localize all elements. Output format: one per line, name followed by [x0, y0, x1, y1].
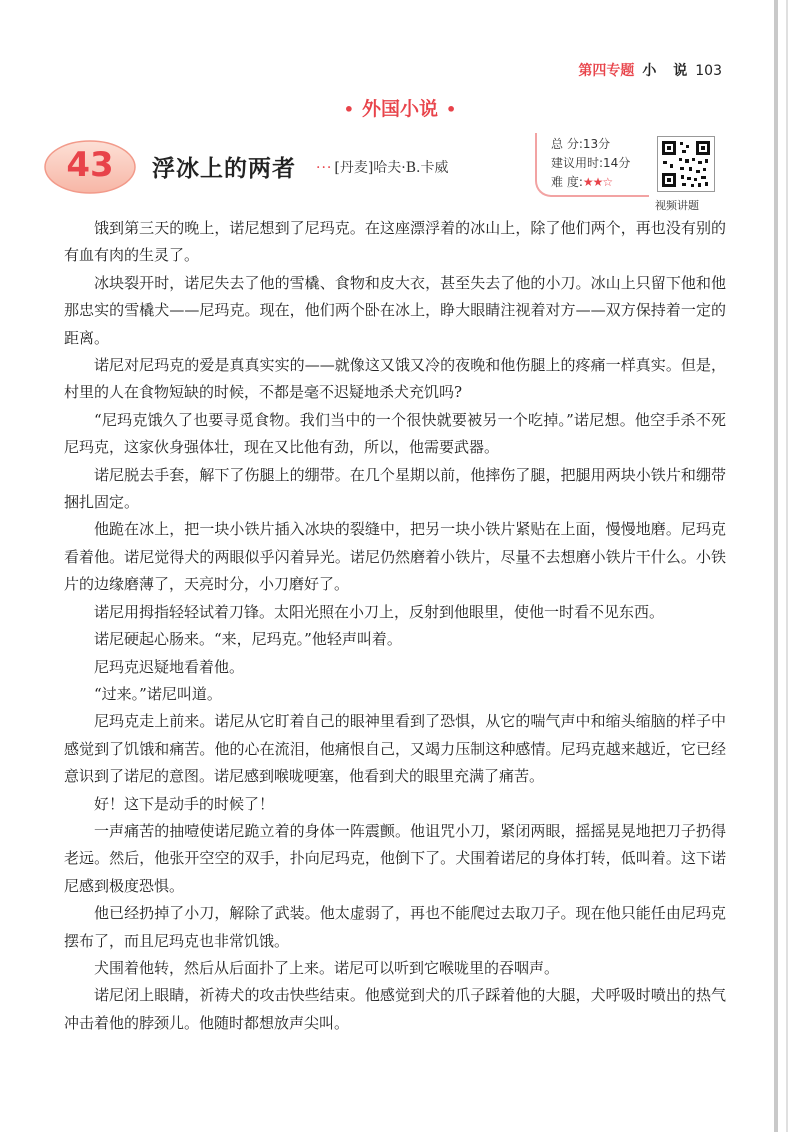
paragraph: 一声痛苦的抽噎使诺尼跪立着的身体一阵震颤。他诅咒小刀，紧闭两眼，摇摇晃晃地把刀子扔得老远。然后，他张开空空的双手，扑向尼玛克，他倒下了。犬围着诺尼的身体打转，低叫着。这下诺尼感到极度恐惧。 — [64, 821, 726, 895]
running-header — [578, 60, 722, 80]
byline — [316, 157, 448, 177]
header-section: 第四专题 — [578, 63, 635, 79]
paragraph: 饿到第三天的晚上，诺尼想到了尼玛克。在这座漂浮着的冰山上，除了他们两个，再也没有别的有血有肉的生灵了。 — [64, 219, 726, 265]
story-title: 浮冰上的两者 — [152, 156, 296, 182]
paragraph: 好！这下是动手的时候了！ — [94, 794, 275, 813]
author: [丹麦]哈夫·B.卡威 — [334, 160, 449, 176]
lesson-number-badge — [42, 138, 138, 196]
paragraph: 尼玛克迟疑地看着他。 — [94, 657, 245, 676]
paragraph: 他已经扔掉了小刀，解除了武装。他太虚弱了，再也不能爬过去取刀子。现在他只能任由尼玛克摆布了，而且尼玛克也非常饥饿。 — [64, 904, 726, 950]
bullet-icon: • — [446, 100, 457, 119]
section-title — [0, 94, 800, 121]
info-box — [535, 133, 649, 197]
header-genre: 小 说 — [642, 63, 694, 79]
qr-code-icon[interactable] — [657, 136, 715, 192]
difficulty — [551, 173, 612, 190]
paragraph: “尼玛克饿久了也要寻觅食物。我们当中的一个很快就要被另一个吃掉。”诺尼想。他空手杀不死尼玛克，这家伙身强体壮，现在又比他有劲，所以，他需要武器。 — [64, 410, 726, 457]
page-edge — [774, 0, 778, 1132]
total-score: 总 分:13分 — [551, 137, 611, 151]
paragraph: 诺尼硬起心肠来。“来，尼玛克。”他轻声叫着。 — [94, 630, 402, 649]
paragraph: 他跪在冰上，把一块小铁片插入冰块的裂缝中，把另一块小铁片紧贴在上面，慢慢地磨。尼玛克看着他。诺尼觉得犬的两眼似乎闪着异光。诺尼仍然磨着小铁片，尽量不去想磨小铁片干什么。小铁片的边缘磨薄了，天亮时分，小刀磨好了。 — [64, 520, 726, 594]
paragraph: 诺尼用拇指轻轻试着刀锋。太阳光照在小刀上，反射到他眼里，使他一时看不见东西。 — [94, 602, 665, 621]
suggested-time: 建议用时:14分 — [551, 156, 631, 170]
paragraph: 诺尼脱去手套，解下了伤腿上的绷带。在几个星期以前，他摔伤了腿，把腿用两块小铁片和绷带捆扎固定。 — [64, 465, 726, 512]
paragraph: “过来。”诺尼叫道。 — [94, 684, 222, 703]
byline-dots: ··· — [316, 160, 333, 176]
paragraph: 冰块裂开时，诺尼失去了他的雪橇、食物和皮大衣，甚至失去了他的小刀。冰山上只留下他和他那忠实的雪橇犬——尼玛克。现在，他们两个卧在冰上，睁大眼睛注视着对方——双方保持着一定的距离。 — [64, 273, 726, 347]
qr-caption: 视频讲题 — [655, 199, 699, 212]
difficulty-label: 难 度: — [551, 175, 583, 189]
difficulty-stars: ★★☆ — [582, 175, 613, 189]
story-body — [64, 215, 726, 1037]
lesson-number: 43 — [66, 145, 114, 185]
page-number: 103 — [695, 63, 722, 79]
paragraph: 尼玛克走上前来。诺尼从它盯着自己的眼神里看到了恐惧，从它的喘气声中和缩头缩脑的样子中感觉到了饥饿和痛苦。他的心在流泪，他痛恨自己，又竭力压制这种感情。尼玛克越来越近，它已经意识到了诺尼的意图。诺尼感到喉咙哽塞，他看到犬的眼里充满了痛苦。 — [64, 712, 726, 786]
page-edge-inner — [786, 0, 788, 1132]
section-title-text: 外国小说 — [361, 98, 438, 120]
bullet-icon: • — [343, 100, 354, 119]
paragraph: 诺尼对尼玛克的爱是真真实实的——就像这又饿又冷的夜晚和他伤腿上的疼痛一样真实。但是，村里的人在食物短缺的时候，不都是毫不迟疑地杀犬充饥吗? — [64, 356, 726, 402]
paragraph: 诺尼闭上眼睛，祈祷犬的攻击快些结束。他感觉到犬的爪子踩着他的大腿，犬呼吸时喷出的热气冲击着他的脖颈儿。他随时都想放声尖叫。 — [64, 986, 726, 1032]
paragraph: 犬围着他转，然后从后面扑了上来。诺尼可以听到它喉咙里的吞咽声。 — [94, 958, 560, 977]
